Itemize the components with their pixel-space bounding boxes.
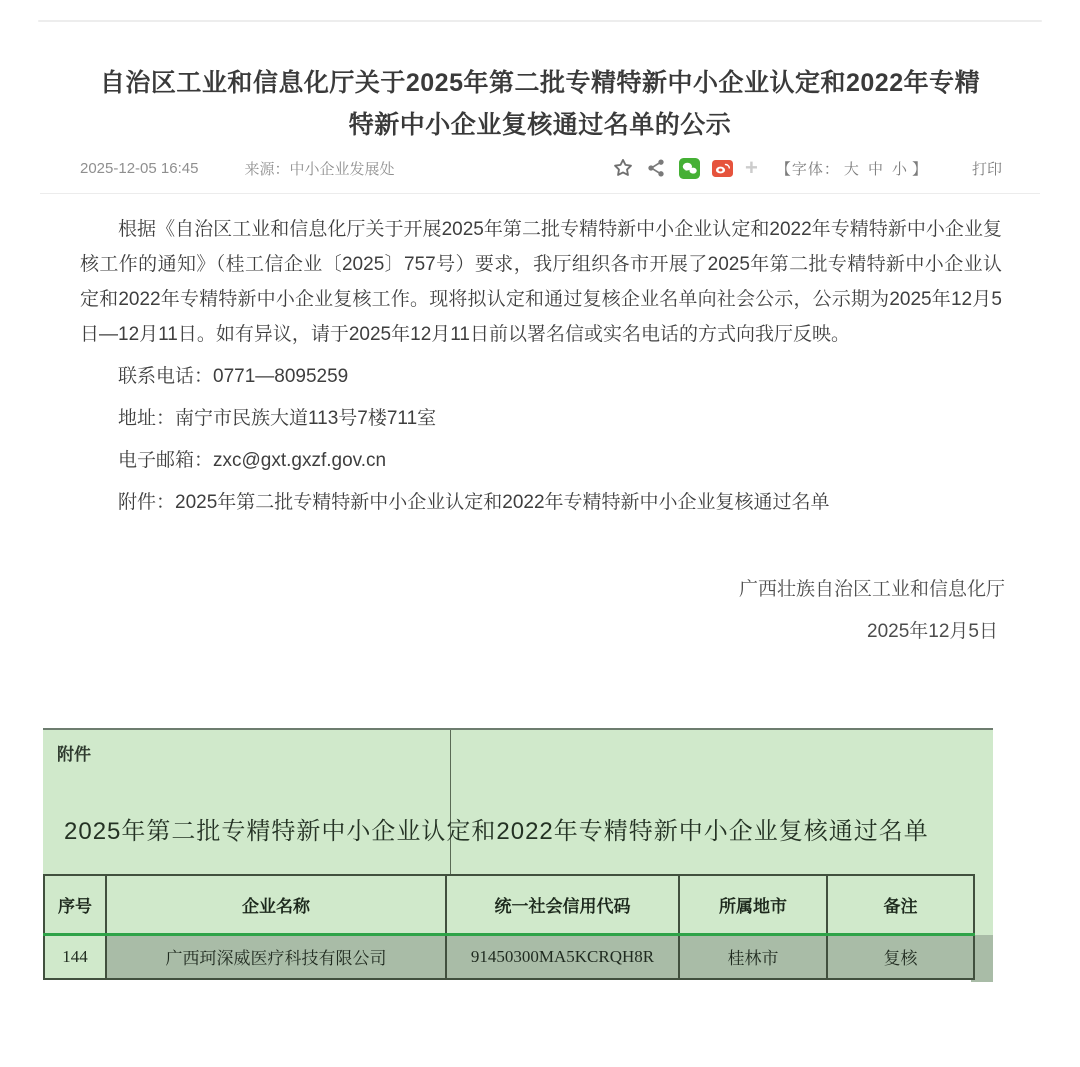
top-divider [38,20,1042,22]
article-meta-bar [80,155,1002,181]
font-size-widget [776,158,928,179]
attachment-table [43,874,975,980]
more-share-icon[interactable]: + [745,155,758,180]
share-icon[interactable] [644,156,668,180]
publish-datetime: 2025-12-05 16:45 [80,159,199,177]
font-size-large[interactable]: 大 [843,160,860,178]
meta-divider [40,193,1040,194]
contact-phone-line: 联系电话：0771—8095259 [118,366,349,387]
article-body [80,212,1002,527]
print-button[interactable]: 打印 [971,160,1002,178]
weibo-icon[interactable] [710,156,734,180]
table-row [44,934,974,979]
signature-organization: 广西壮族自治区工业和信息化厅 [738,579,1005,600]
page-title: 自治区工业和信息化厅关于2025年第二批专精特新中小企业认定和2022年专精特新中小企业复核通过名单的公示 [99,69,981,139]
col-header-city: 所属地市 [679,875,827,934]
col-header-note: 备注 [827,875,974,934]
col-header-credit-code: 统一社会信用代码 [446,875,679,934]
font-widget-suffix: 】 [911,160,928,178]
table-header-row [44,875,974,934]
cell-company-name: 广西珂深威医疗科技有限公司 [106,934,446,979]
email-line: 电子邮箱：zxc@gxt.gxzf.gov.cn [118,450,387,471]
font-widget-prefix: 【字体： [775,160,840,178]
source-label: 来源：中小企业发展处 [244,160,395,178]
body-paragraph: 根据《自治区工业和信息化厅关于开展2025年第二批专精特新中小企业认定和2022年专精特新中小企业复核工作的通知》（桂工信企业〔2025〕757号）要求，我厅组织各市开展了2025年第二批专精特新中小企业认定和2022年专精特新中小企业复核工作。现将拟认定和通过复核企业名单向社会公示，公示期为2025年12月5日—12月11日。如有异议，请于2025年12月11日前以署名信或实名电话的方式向我厅反映。 [80,219,1002,345]
attachment-label: 附件 [57,745,91,764]
favorite-star-icon[interactable] [611,156,635,180]
sheet-column-divider [450,730,451,874]
attachment-reference-line: 附件：2025年第二批专精特新中小企业认定和2022年专精特新中小企业复核通过名单 [118,492,830,513]
attachment-table-title: 2025年第二批专精特新中小企业认定和2022年专精特新中小企业复核通过名单 [64,818,929,845]
font-size-small[interactable]: 小 [891,160,908,178]
attachment-sheet [43,728,993,980]
signature-date: 2025年12月5日 [867,621,998,642]
col-header-company: 企业名称 [106,875,446,934]
cell-index: 144 [44,934,106,979]
address-line: 地址：南宁市民族大道113号7楼711室 [118,408,437,429]
font-size-medium[interactable]: 中 [867,160,884,178]
cell-credit-code: 91450300MA5KCRQH8R [446,934,679,979]
cell-city: 桂林市 [679,934,827,979]
article-toolbar [611,156,1002,180]
wechat-icon[interactable] [677,156,701,180]
cell-note: 复核 [827,934,974,979]
meta-left [80,158,394,179]
col-header-index: 序号 [44,875,106,934]
